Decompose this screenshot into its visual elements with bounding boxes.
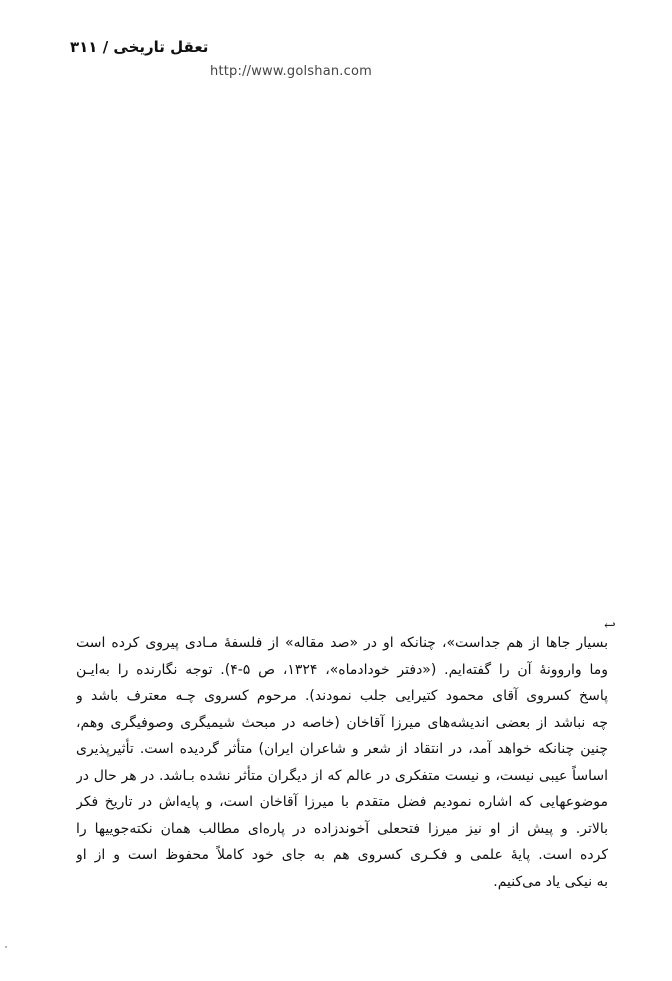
running-header: تعقل تاریخی / ۳۱۱ bbox=[70, 38, 209, 56]
footnote-arrow-icon: ↩ bbox=[604, 618, 616, 634]
footnote-line: اساساً عیبی نیست، و نیست متفکری در عالم که از دیگران متأثر نشده بـاشد. در هر حال در bbox=[76, 767, 608, 784]
footnote-line: چنین چنانکه خواهد آمد، در انتقاد از شعر و شاعران ایران) متأثر گردیده است. تأثیرپذیری bbox=[76, 741, 608, 757]
footnote-line: پاسخ کسروی آقای محمود کتیرایی جلب نمودند). مرحوم کسروی چـه معترف باشد و bbox=[76, 688, 608, 704]
watermark-url: http://www.golshan.com bbox=[210, 64, 372, 79]
footnote-line: چه نباشد از بعضی اندیشه‌های میرزا آقاخان (خاصه در مبحث شیمیگری وصوفیگری وهم، bbox=[76, 714, 608, 731]
footnote-line: وما واروونهٔ آن را گفته‌ایم. («دفتر خودادماه»، ۱۳۲۴، ص ۵-۴). توجه نگارنده را به‌ایـن bbox=[76, 661, 608, 678]
footnote-line: بسیار جاها از هم جداست»، چنانکه او در «صد مقاله» از فلسفهٔ مـادی پیروی کرده است bbox=[76, 635, 608, 651]
footnote-line: کرده است. پایهٔ علمی و فکـری کسروی هم به جای خود کاملاً محفوظ است و از او bbox=[76, 847, 608, 863]
footnote-text bbox=[76, 630, 608, 895]
footnote-line: بالاتر. و پیش از او نیز میرزا فتحعلی آخوندزاده در پاره‌ای مطالب همان نکته‌جوییها را bbox=[76, 820, 608, 837]
scan-speck bbox=[5, 946, 7, 948]
footnote-line: به نیکی یاد می‌کنیم. bbox=[493, 873, 608, 890]
footnote-line: موضوعهایی که اشاره نمودیم فضل متقدم با میرزا آقاخان است، و پایه‌اش در تاریخ فکر bbox=[76, 794, 608, 810]
